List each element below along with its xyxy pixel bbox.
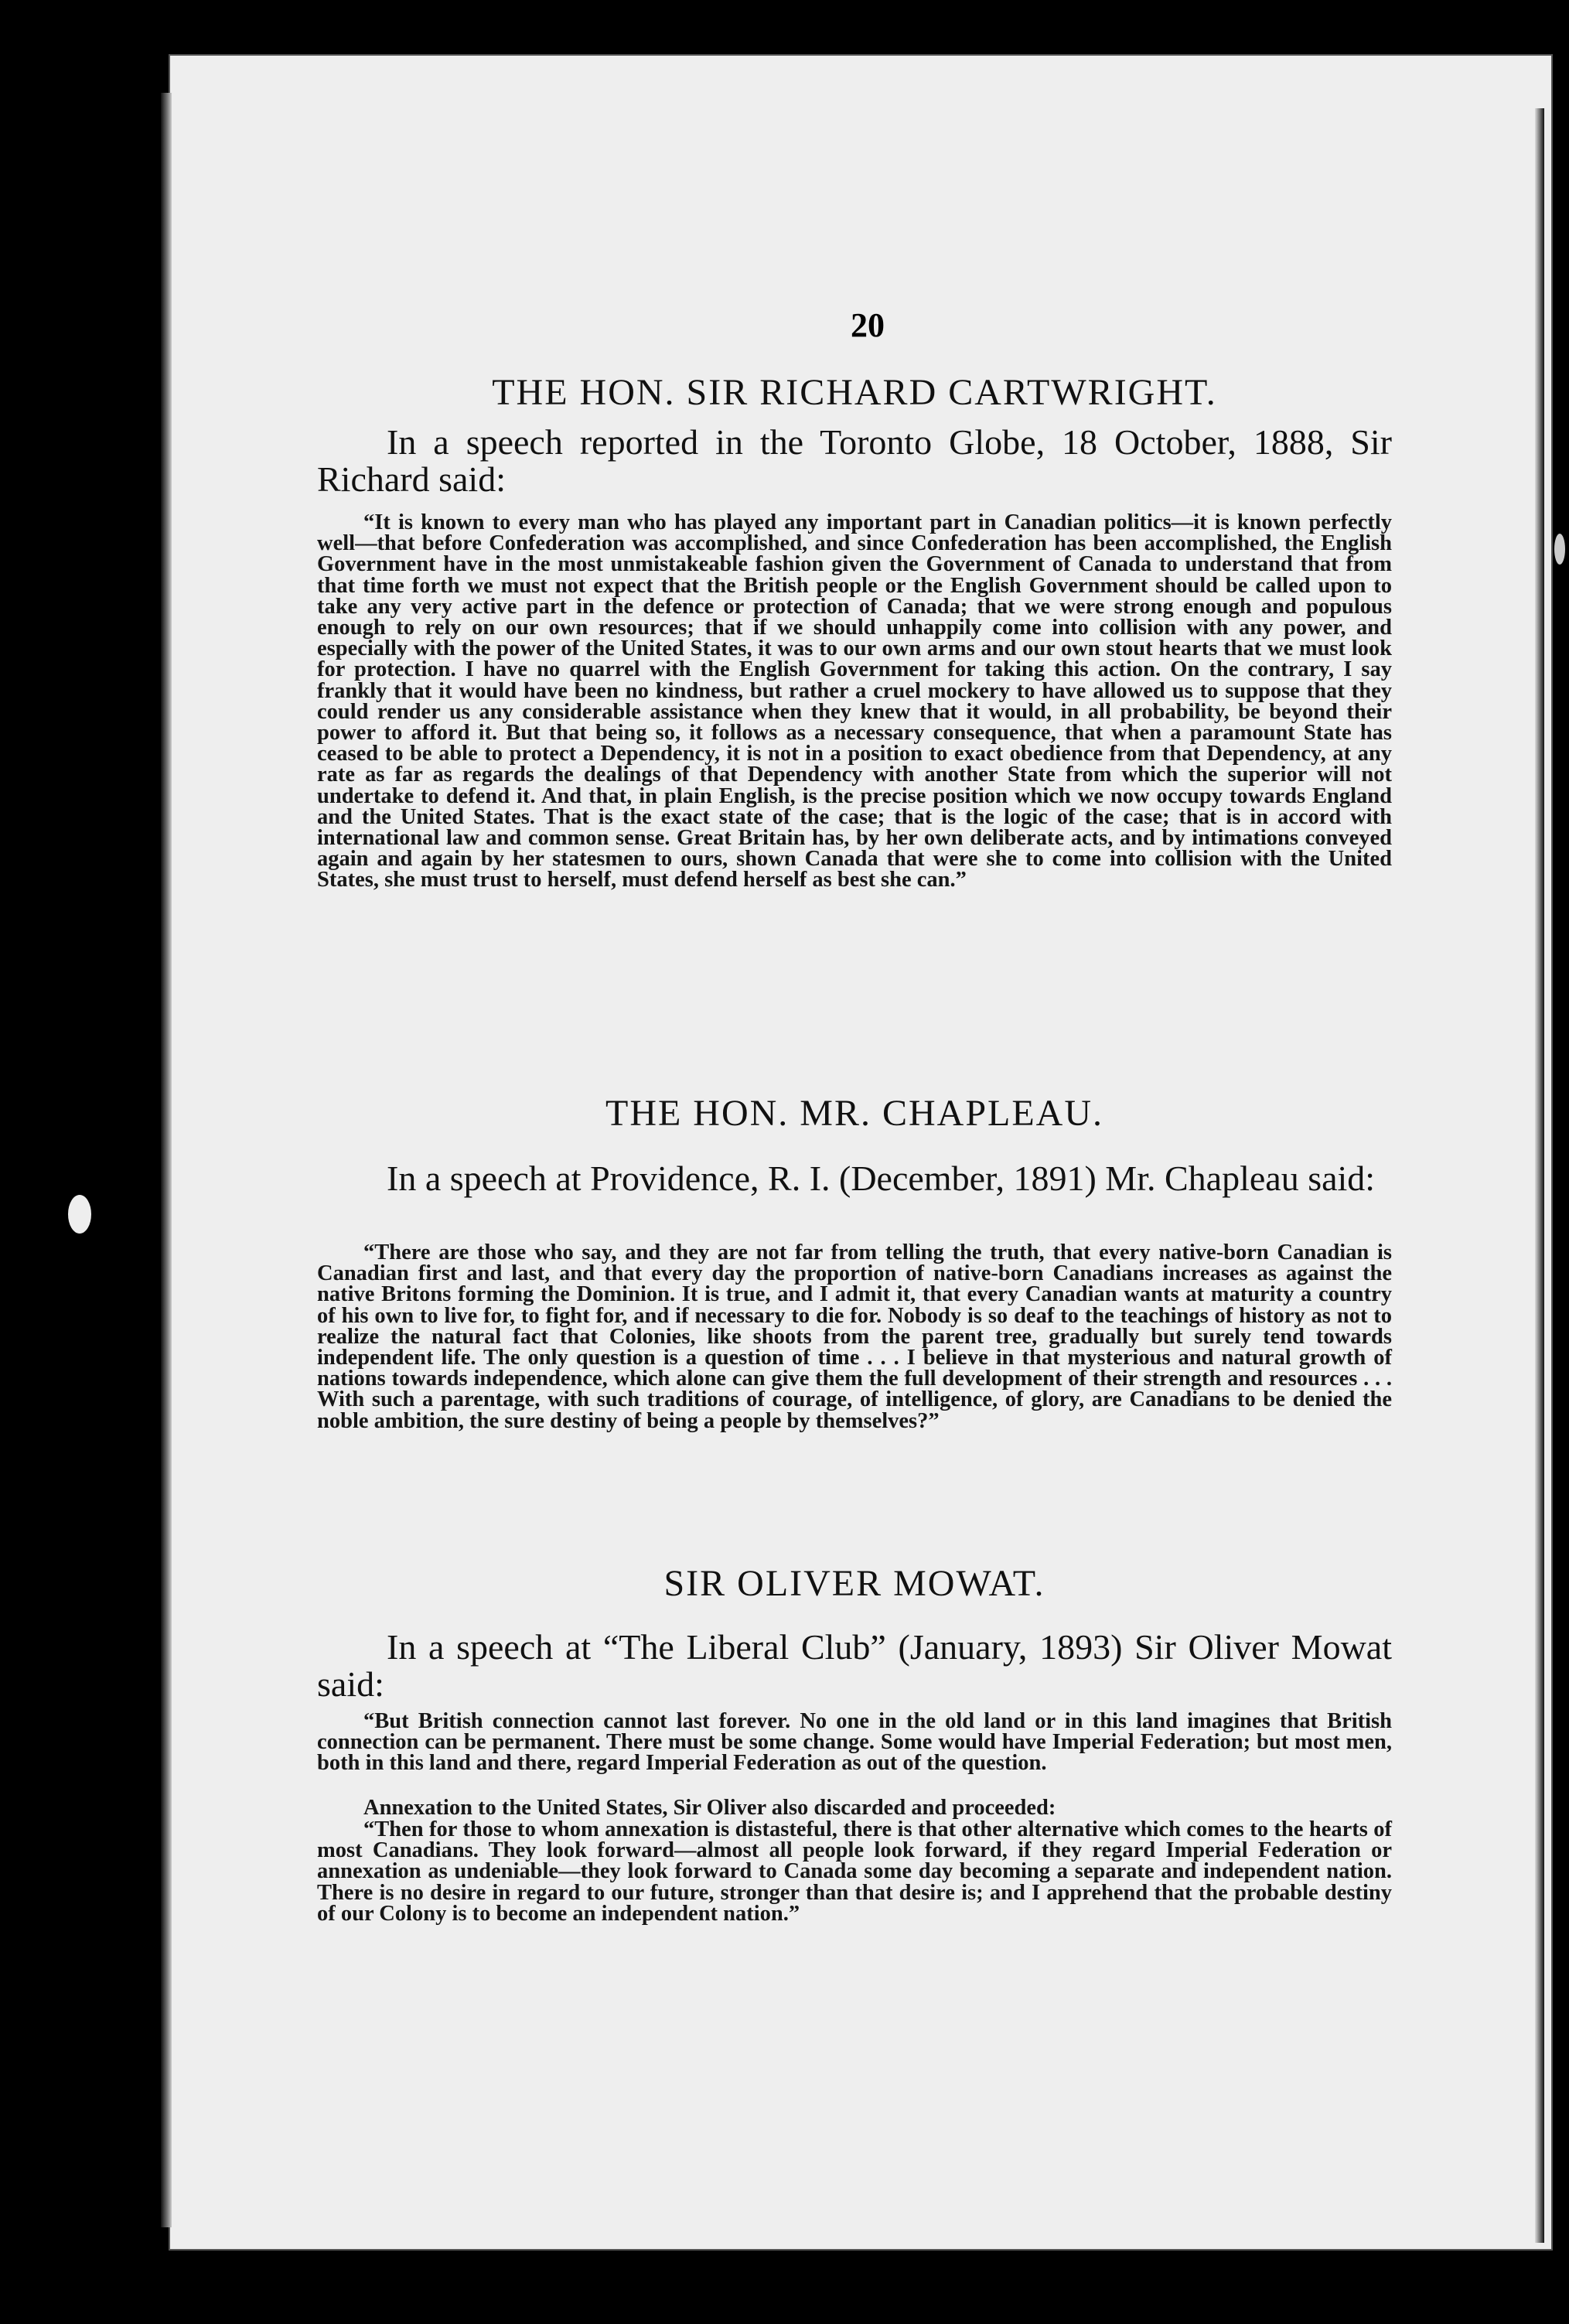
- page-left-edge: [161, 93, 172, 2227]
- scan-blot-right: [1554, 534, 1565, 565]
- section-heading-chapleau: THE HON. MR. CHAPLEAU.: [605, 1093, 1103, 1134]
- section-heading-cartwright: THE HON. SIR RICHARD CARTWRIGHT.: [492, 372, 1217, 413]
- section-intro-cartwright: In a speech reported in the Toronto Globe, 18 October, 1888, Sir Richard said:: [317, 422, 1392, 499]
- section-quote-cartwright: “It is known to every man who has played any important part in Canadian politics—it is known perfectly well—that before Confederation was accomplished, and since Confederation has been accomplished, the English Government have in the most unmistakeable fashion given the Government of Canada to understand that from that time forth we must not expect that the British people or the English Government should be called upon to take any very active part in the defence or protection of Canada; that we were strong enough and populous enough to rely on our own resources; that if we should unhappily come into collision with any power, and especially with the power of the United States, it was to our own arms and our own stout hearts that we must look for protection. I have no quarrel with the English Government for taking this action. On the contrary, I say frankly that it would have been no kindness, but rather a cruel mockery to have allowed us to suppose that they could render us any considerable assistance when they knew that it would, in all probability, be beyond their power to afford it. But that being so, it follows as a necessary consequence, that when a paramount State has ceased to be able to protect a Dependency, it is not in a position to exact obedience from that Dependency, at any rate as far as regards the dealings of that Dependency with another State from which the superior will not undertake to defend it. And that, in plain English, is the precise position which we now occupy towards England and the United States. That is the exact state of the case; that is the logic of the case; that is in accord with international law and common sense. Great Britain has, by her own deliberate acts, and by intimations conveyed again and again by her statesmen to ours, shown Canada that were she to come into collision with the United States, she must trust to herself, must defend herself as best she can.”: [317, 510, 1392, 892]
- section-quote-chapleau: “There are those who say, and they are not far from telling the truth, that every native-born Canadian is Canadian first and last, and that every day the proportion of native-born Canadians increases as against the native Britons forming the Dominion. It is true, and I admit it, that every Canadian wants at maturity a country of his own to live for, to fight for, and if necessary to die for. Nobody is so deaf to the teachings of history as not to realize the natural fact that Colonies, like shoots from the parent tree, gradually but surely tend towards independent life. The only question is a question of time . . . I believe in that mysterious and natural growth of nations towards independence, which alone can give them the full development of their strength and resources . . . With such a parentage, with such traditions of courage, of intelligence, of glory, are Canadians to be denied the noble ambition, the sure destiny of being a people by themselves?”: [317, 1240, 1392, 1433]
- section-quote-mowat-3: “Then for those to whom annexation is distasteful, there is that other alternative which comes to the hearts of most Canadians. They look forward—almost all people look forward, if they regard Imperial Federation or annexation as undeniable—they look forward to Canada some day becoming a separate and independent nation. There is no desire in regard to our future, stronger than that desire is; and I apprehend that the probable destiny of our Colony is to become an independent nation.”: [317, 1817, 1392, 1926]
- section-intro-chapleau: In a speech at Providence, R. I. (December, 1891) Mr. Chapleau said:: [387, 1159, 1376, 1198]
- section-heading-mowat: SIR OLIVER MOWAT.: [663, 1563, 1045, 1604]
- page-number: 20: [851, 306, 885, 344]
- section-quote-mowat-2: Annexation to the United States, Sir Oliver also discarded and proceeded:: [363, 1796, 1056, 1820]
- scan-blot: [68, 1195, 91, 1234]
- section-intro-mowat: In a speech at “The Liberal Club” (January, 1893) Sir Oliver Mowat said:: [317, 1627, 1392, 1704]
- section-quote-mowat: “But British connection cannot last forever. No one in the old land or in this land imagines that British connection can be permanent. There must be some change. Some would have Imperial Federation; but most men, both in this land and there, regard Imperial Federation as out of the question.: [317, 1709, 1392, 1776]
- page-right-edge: [1535, 108, 1544, 2243]
